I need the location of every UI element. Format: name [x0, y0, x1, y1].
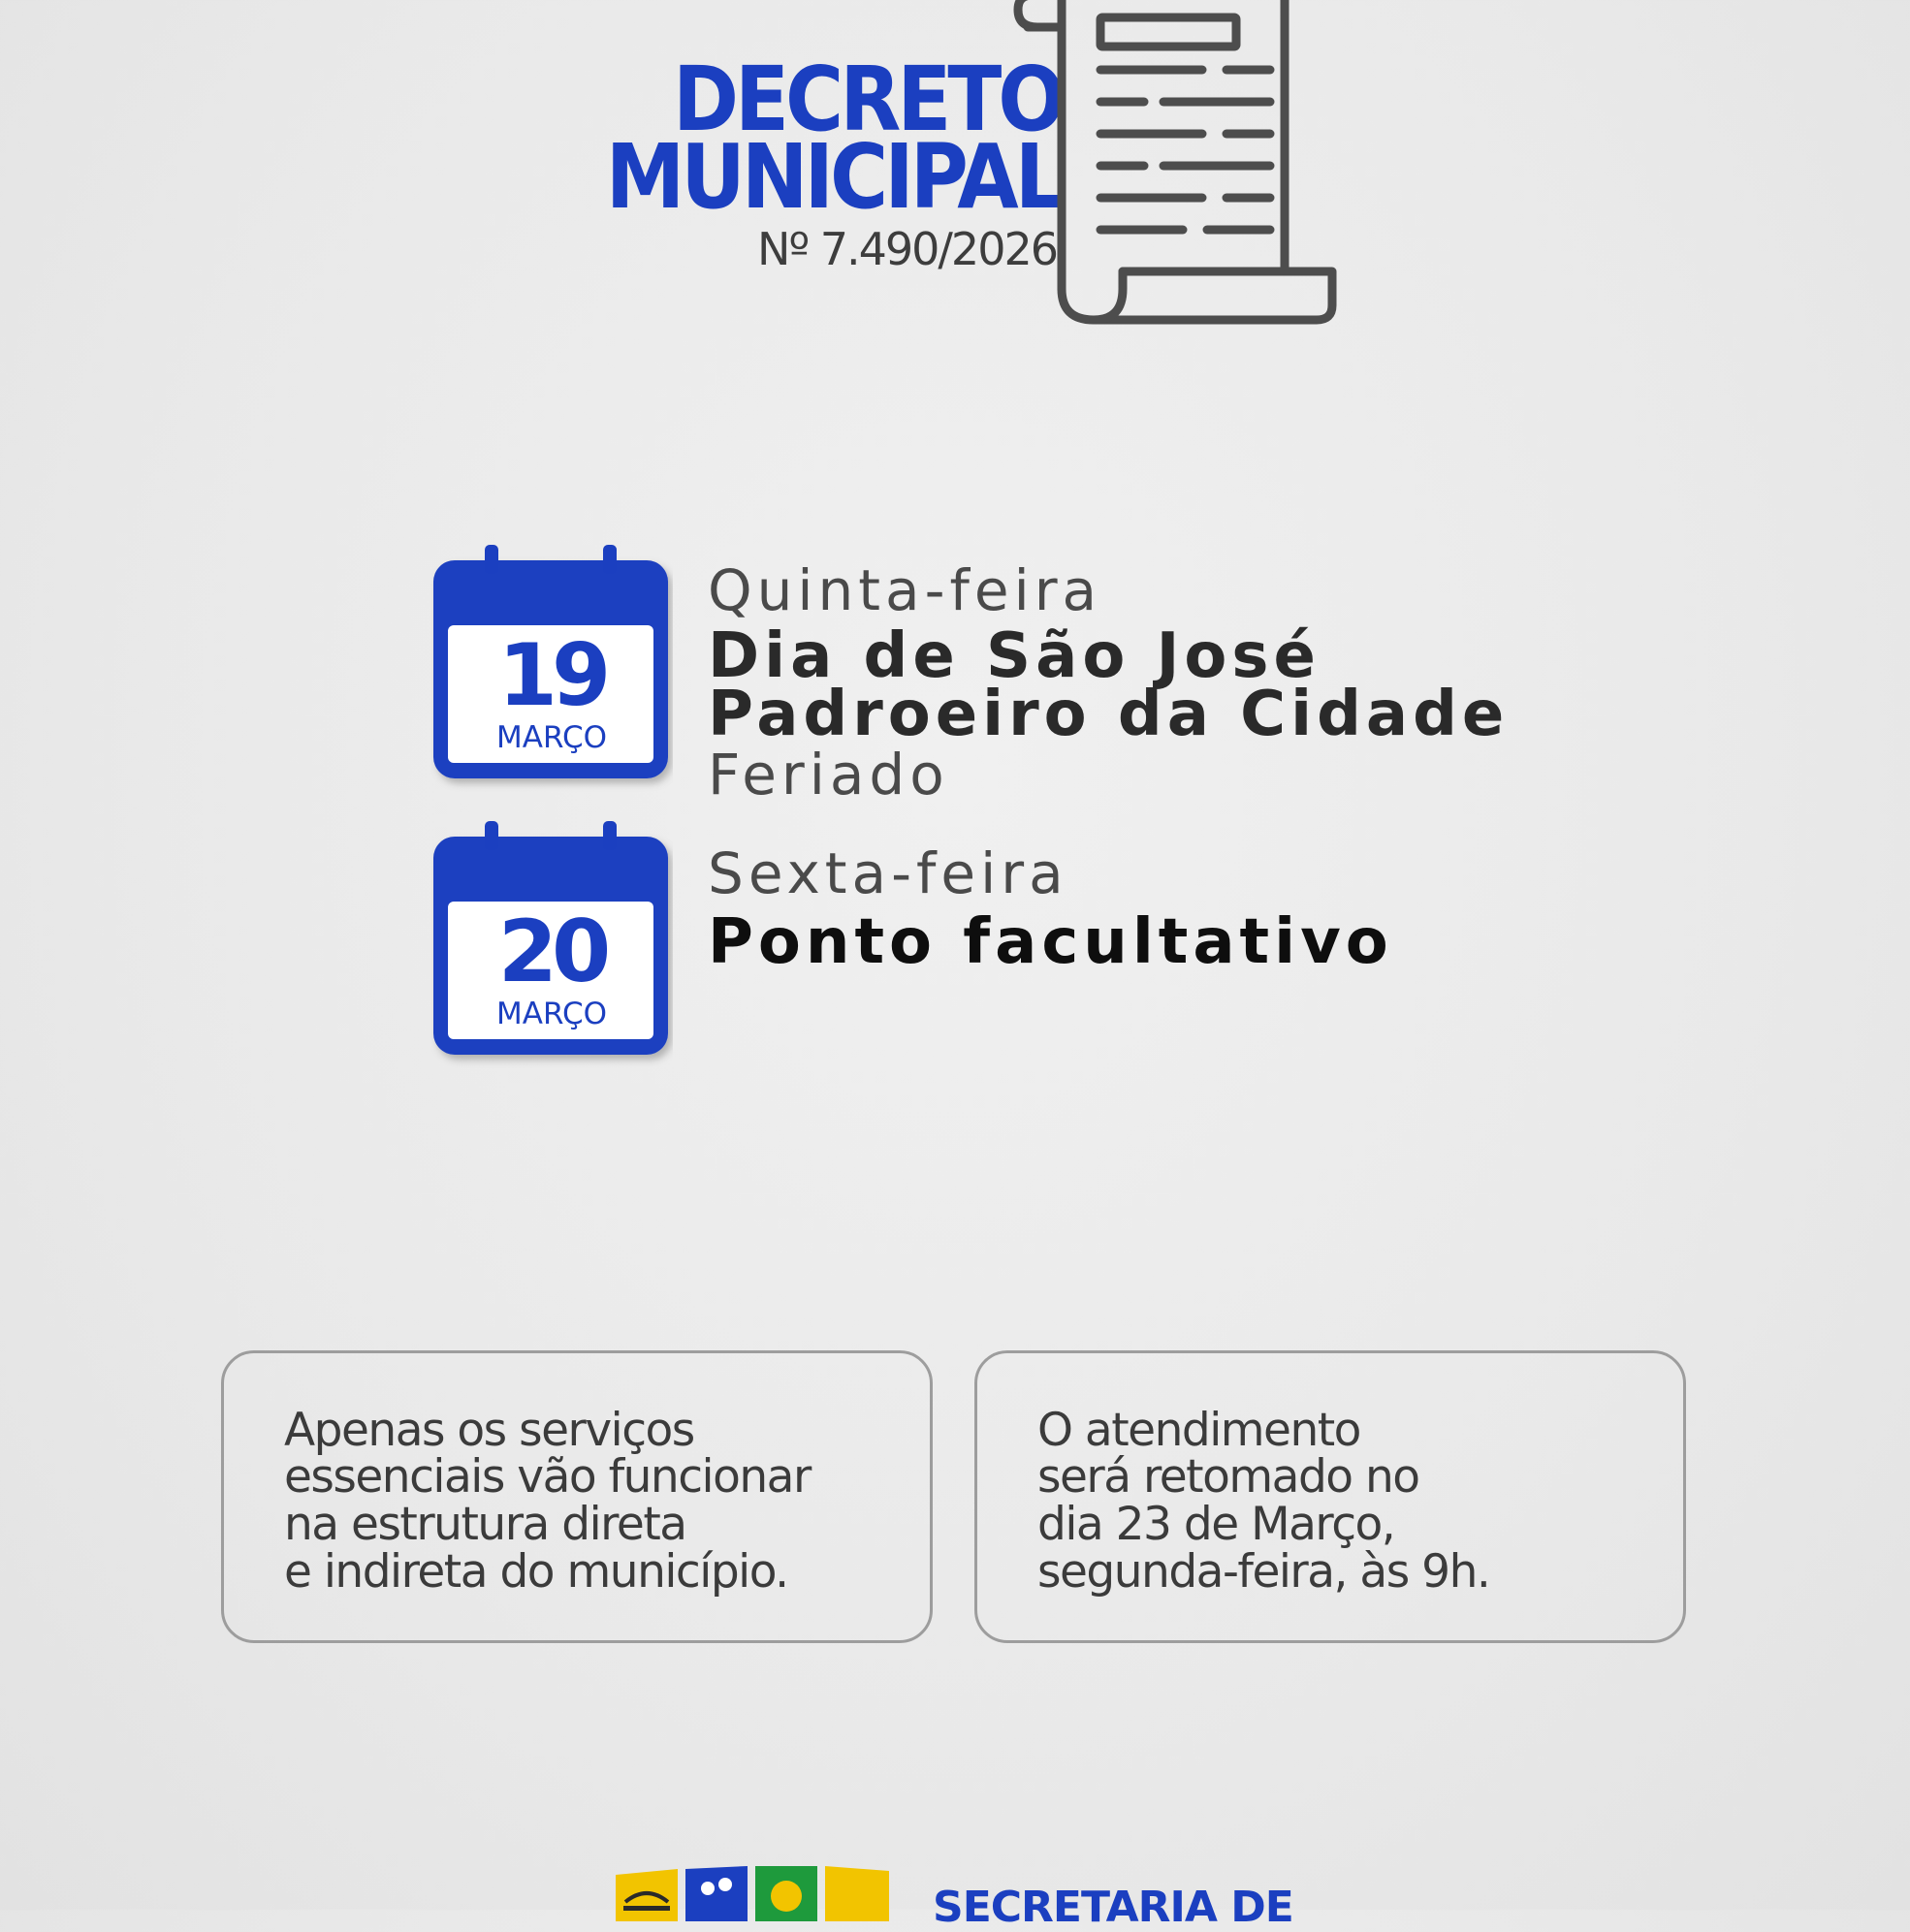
info-box-services [221, 1350, 933, 1643]
decree-number: Nº 7.490/2026 [757, 223, 1057, 275]
title-municipal: MUNICIPAL [605, 126, 1062, 230]
info-box-reopening [974, 1350, 1686, 1643]
calendar-day: 19 [497, 625, 606, 725]
info-line: na estrutura direta [284, 1498, 686, 1551]
info-line: Apenas os serviços [284, 1404, 694, 1457]
info-line: dia 23 de Março, [1037, 1498, 1395, 1551]
holiday-name: Dia de São José [708, 620, 1321, 692]
info-line: O atendimento [1037, 1404, 1360, 1457]
info-line: segunda-feira, às 9h. [1037, 1545, 1490, 1599]
holiday-status: Feriado [708, 742, 949, 808]
info-line: será retomado no [1037, 1450, 1419, 1504]
calendar-month: MARÇO [496, 720, 607, 755]
document-scroll-icon [1008, 0, 1338, 330]
calendar-month: MARÇO [496, 997, 607, 1031]
calendar-day: 20 [497, 902, 606, 1001]
weekday: Sexta-feira [708, 840, 1068, 906]
info-line: e indireta do município. [284, 1545, 788, 1599]
municipal-flag-logo [616, 1863, 892, 1921]
footer-secretaria: SECRETARIA DE [933, 1883, 1293, 1932]
holiday-subtitle: Padroeiro da Cidade [708, 679, 1510, 750]
weekday: Quinta-feira [708, 557, 1102, 623]
day-status: Ponto facultativo [708, 906, 1393, 978]
info-line: essenciais vão funcionar [284, 1450, 811, 1504]
title-decreto: DECRETO [672, 48, 1062, 152]
